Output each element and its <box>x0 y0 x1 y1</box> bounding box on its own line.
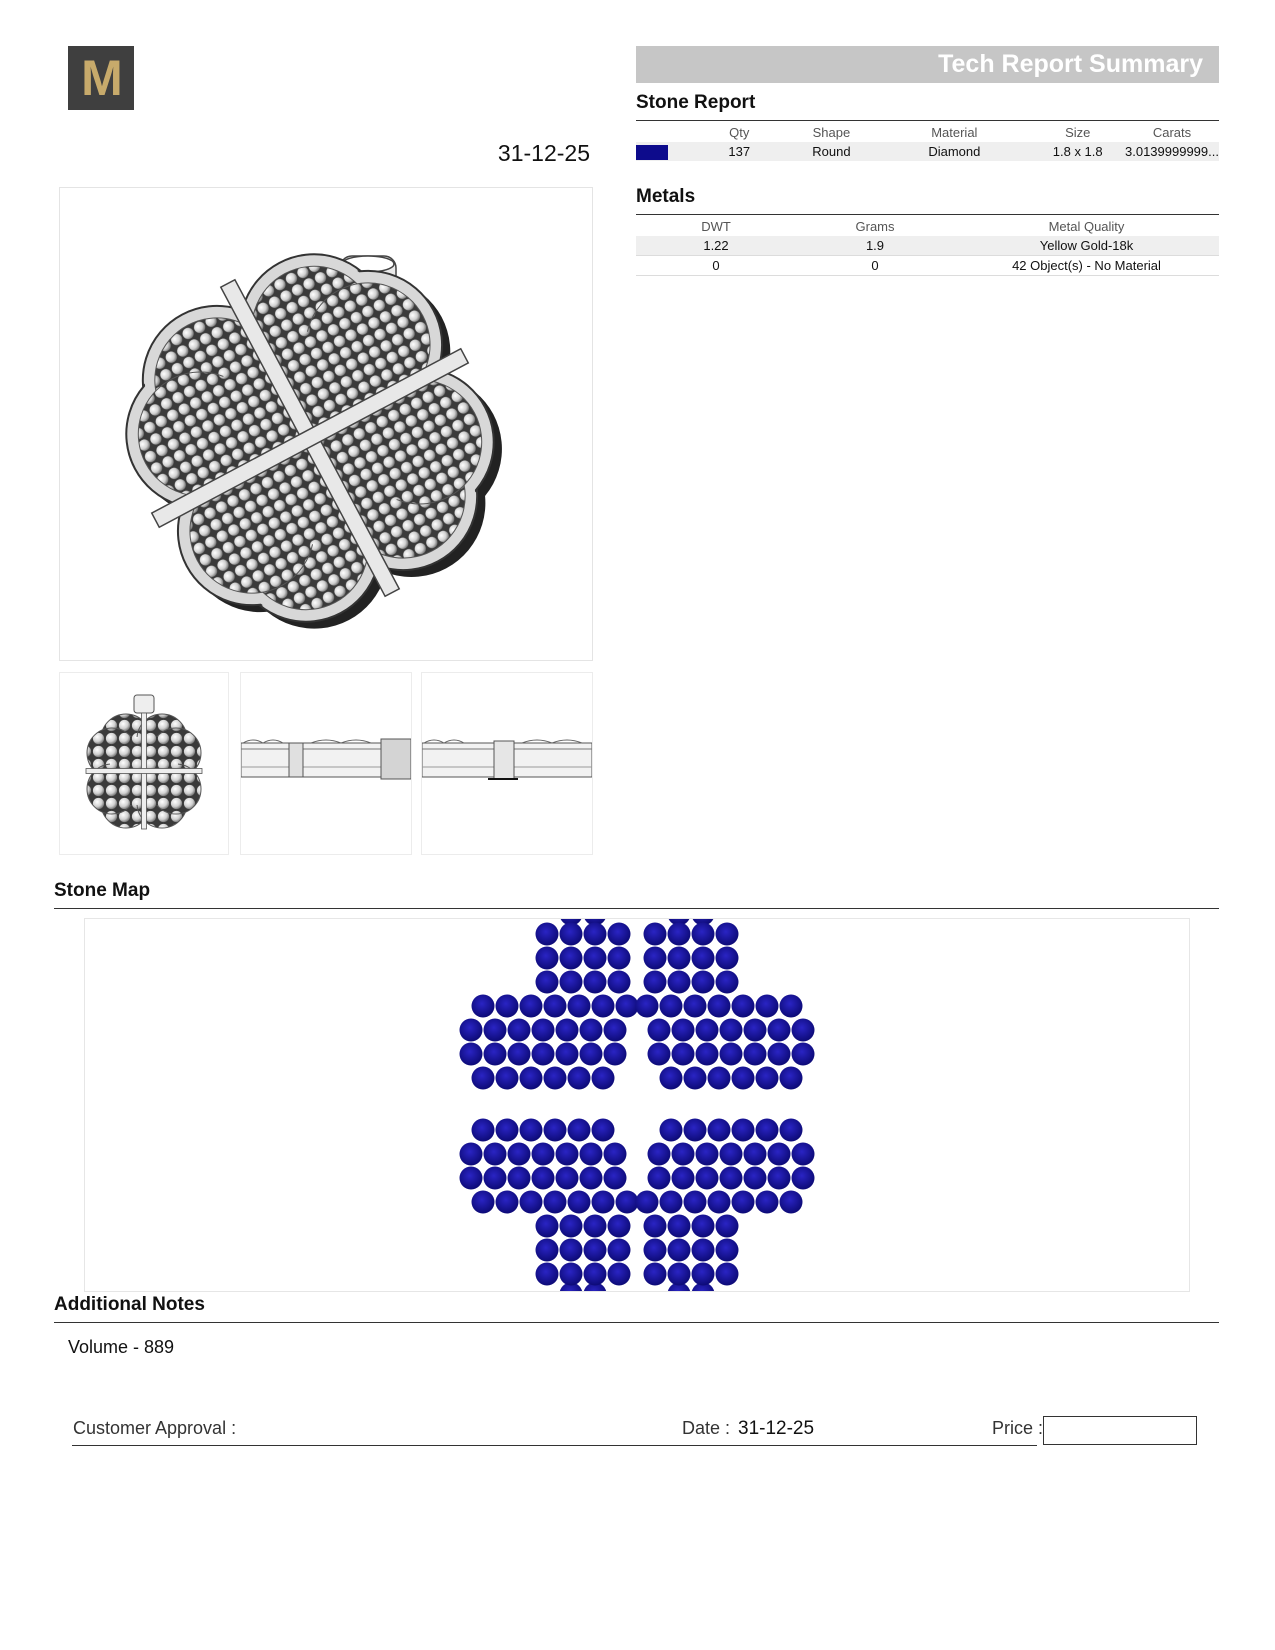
stone-marker <box>584 971 607 994</box>
stone-marker <box>608 1239 631 1262</box>
approval-date-value: 31-12-25 <box>738 1418 815 1439</box>
col-size: Size <box>1065 124 1091 140</box>
stone-marker <box>720 1043 743 1066</box>
stone-marker <box>460 1019 483 1042</box>
stone-material: Diamond <box>878 142 1030 161</box>
stone-marker <box>756 1119 779 1142</box>
table-row <box>636 142 1219 161</box>
stone-marker <box>644 923 667 946</box>
stone-marker <box>660 1067 683 1090</box>
stone-marker <box>720 1019 743 1042</box>
stone-marker <box>780 1191 803 1214</box>
stone-marker <box>592 995 615 1018</box>
metal-quality: 42 Object(s) - No Material <box>954 256 1219 276</box>
stone-marker <box>648 1167 671 1190</box>
col-carats: Carats <box>1152 124 1192 140</box>
stone-marker <box>780 1067 803 1090</box>
notes-rule <box>54 1322 1219 1323</box>
stone-marker <box>668 923 691 946</box>
stone-marker <box>536 1239 559 1262</box>
stone-marker <box>532 1019 555 1042</box>
stone-report-table <box>636 122 1219 161</box>
stone-carats: 3.0139999999... <box>1125 144 1219 159</box>
back-view-svg <box>422 673 592 854</box>
stone-report-rule <box>636 120 1219 121</box>
stone-marker <box>648 1019 671 1042</box>
stone-marker <box>660 1119 683 1142</box>
stone-marker <box>716 947 739 970</box>
stone-marker <box>472 1067 495 1090</box>
stone-qty: 137 <box>694 142 785 161</box>
stone-marker <box>732 1119 755 1142</box>
stone-marker <box>684 995 707 1018</box>
stone-marker <box>496 1067 519 1090</box>
stone-marker <box>708 1119 731 1142</box>
stone-marker <box>792 1019 815 1042</box>
col-metal-quality: Metal Quality <box>1048 218 1125 234</box>
stone-report-heading: Stone Report <box>636 92 756 113</box>
stone-marker <box>592 1119 615 1142</box>
stone-marker <box>744 1167 767 1190</box>
stone-marker <box>584 1263 607 1286</box>
front-view-svg <box>60 673 228 854</box>
stone-marker <box>732 1191 755 1214</box>
price-label: Price : <box>992 1418 1044 1438</box>
stone-marker <box>584 947 607 970</box>
approval-date-label: Date : <box>682 1418 731 1438</box>
stone-marker <box>584 923 607 946</box>
stone-marker <box>520 1067 543 1090</box>
stone-marker <box>768 1167 791 1190</box>
stone-marker <box>644 1215 667 1238</box>
stone-marker <box>604 1167 627 1190</box>
stone-marker <box>608 1263 631 1286</box>
stone-marker <box>672 1143 695 1166</box>
metals-header-row <box>636 216 1219 236</box>
stone-marker <box>696 1019 719 1042</box>
metals-heading: Metals <box>636 186 696 207</box>
stone-marker <box>660 995 683 1018</box>
stone-marker <box>716 1239 739 1262</box>
company-logo <box>68 46 134 110</box>
stone-marker <box>708 1067 731 1090</box>
stone-marker <box>604 1143 627 1166</box>
stone-marker <box>768 1143 791 1166</box>
stone-marker <box>460 1167 483 1190</box>
stone-marker <box>532 1043 555 1066</box>
stone-marker <box>672 1019 695 1042</box>
stone-marker <box>508 1043 531 1066</box>
table-row <box>636 256 1219 276</box>
stone-marker <box>556 1019 579 1042</box>
stone-marker <box>684 1067 707 1090</box>
metal-dwt: 0 <box>636 256 796 276</box>
stone-map-svg <box>85 919 1189 1291</box>
stone-marker <box>508 1019 531 1042</box>
stone-marker <box>668 1239 691 1262</box>
stone-marker <box>780 1119 803 1142</box>
stone-marker <box>556 1167 579 1190</box>
metal-grams: 0 <box>796 256 954 276</box>
col-qty: Qty <box>729 124 750 140</box>
stone-map-heading: Stone Map <box>54 880 151 901</box>
stone-marker <box>616 995 639 1018</box>
stone-marker <box>668 1263 691 1286</box>
stone-marker <box>484 1143 507 1166</box>
stone-marker <box>756 1067 779 1090</box>
stone-marker <box>568 1067 591 1090</box>
stone-marker <box>668 971 691 994</box>
stone-marker <box>644 1239 667 1262</box>
stone-marker <box>560 1263 583 1286</box>
stone-marker <box>472 1119 495 1142</box>
stone-size: 1.8 x 1.8 <box>1030 142 1125 161</box>
stone-marker <box>496 1191 519 1214</box>
stone-marker <box>720 1143 743 1166</box>
stone-marker <box>644 1263 667 1286</box>
price-input-box[interactable] <box>1043 1416 1197 1445</box>
stone-marker <box>580 1019 603 1042</box>
stone-marker <box>644 947 667 970</box>
stone-marker <box>696 1143 719 1166</box>
stone-marker <box>716 971 739 994</box>
stone-marker <box>792 1043 815 1066</box>
stone-marker <box>484 1167 507 1190</box>
metals-table <box>636 216 1219 276</box>
main-render-image <box>59 187 593 661</box>
pendant-body <box>73 201 548 660</box>
thumbnail-side-view <box>240 672 412 855</box>
stone-marker <box>536 1215 559 1238</box>
stone-marker <box>780 995 803 1018</box>
stone-marker <box>556 1043 579 1066</box>
stone-marker <box>460 1143 483 1166</box>
side-view-svg <box>241 673 411 854</box>
report-date: 31-12-25 <box>497 140 590 166</box>
stone-marker <box>580 1143 603 1166</box>
stone-marker <box>608 947 631 970</box>
stone-marker <box>520 1119 543 1142</box>
stone-marker <box>636 995 659 1018</box>
logo-letter: M <box>81 50 121 106</box>
stone-color-swatch <box>636 145 668 160</box>
stone-marker <box>692 1239 715 1262</box>
stone-marker <box>744 1043 767 1066</box>
stone-marker <box>768 1043 791 1066</box>
stone-marker <box>536 1263 559 1286</box>
stone-marker <box>792 1143 815 1166</box>
stone-marker <box>648 1143 671 1166</box>
stone-marker <box>460 1043 483 1066</box>
stone-marker <box>536 923 559 946</box>
stone-marker <box>568 1119 591 1142</box>
col-shape: Shape <box>812 124 851 140</box>
stone-marker <box>696 1167 719 1190</box>
stone-marker <box>560 947 583 970</box>
stone-marker <box>660 1191 683 1214</box>
stone-map-panel <box>84 918 1190 1292</box>
notes-heading: Additional Notes <box>54 1294 205 1315</box>
stone-marker <box>684 1191 707 1214</box>
report-title-bar <box>636 46 1219 83</box>
stone-marker <box>608 923 631 946</box>
stone-marker <box>692 923 715 946</box>
stone-marker <box>716 1263 739 1286</box>
stone-report-header-row <box>636 122 1219 142</box>
stone-marker <box>536 947 559 970</box>
stone-marker <box>584 1239 607 1262</box>
stone-marker <box>496 1119 519 1142</box>
stone-marker <box>472 995 495 1018</box>
table-row <box>636 236 1219 256</box>
stone-marker <box>544 1067 567 1090</box>
stone-marker <box>592 1191 615 1214</box>
stone-marker <box>560 1215 583 1238</box>
stone-marker <box>484 1019 507 1042</box>
stone-map-rule <box>54 908 1219 909</box>
stone-marker <box>608 971 631 994</box>
thumbnail-back-view <box>421 672 593 855</box>
stone-marker <box>768 1019 791 1042</box>
stone-marker <box>716 1215 739 1238</box>
stone-marker <box>568 1191 591 1214</box>
stone-marker <box>744 1143 767 1166</box>
pendant-render-svg <box>60 188 592 660</box>
stone-marker <box>668 1215 691 1238</box>
stone-marker <box>496 995 519 1018</box>
metals-rule <box>636 214 1219 215</box>
metal-grams: 1.9 <box>796 236 954 256</box>
stone-marker <box>484 1043 507 1066</box>
stone-marker <box>756 1191 779 1214</box>
stone-marker <box>668 947 691 970</box>
stone-marker <box>520 1191 543 1214</box>
stone-marker <box>560 1239 583 1262</box>
stone-marker <box>692 1263 715 1286</box>
stone-marker <box>692 1215 715 1238</box>
col-material: Material <box>931 124 978 140</box>
stone-marker <box>532 1143 555 1166</box>
stone-marker <box>792 1167 815 1190</box>
stone-marker <box>732 1067 755 1090</box>
stone-marker <box>720 1167 743 1190</box>
stone-marker <box>692 971 715 994</box>
stone-marker <box>568 995 591 1018</box>
customer-approval-label: Customer Approval : <box>73 1418 237 1438</box>
stone-marker <box>536 971 559 994</box>
report-title: Tech Report Summary <box>938 50 1203 78</box>
stone-marker <box>580 1167 603 1190</box>
approval-signature-line[interactable] <box>72 1445 1037 1446</box>
metal-quality: Yellow Gold-18k <box>954 236 1219 256</box>
stone-marker <box>644 971 667 994</box>
stone-shape: Round <box>785 142 879 161</box>
stone-marker <box>648 1043 671 1066</box>
stone-marker <box>756 995 779 1018</box>
stone-marker <box>580 1043 603 1066</box>
stone-marker <box>716 923 739 946</box>
stone-marker <box>592 1067 615 1090</box>
stone-marker <box>608 1215 631 1238</box>
thumbnail-front-view <box>59 672 229 855</box>
stone-marker <box>708 1191 731 1214</box>
metal-dwt: 1.22 <box>636 236 796 256</box>
stone-marker <box>692 947 715 970</box>
stone-marker <box>616 1191 639 1214</box>
stone-marker <box>744 1019 767 1042</box>
stone-marker <box>544 1191 567 1214</box>
stone-marker <box>672 1043 695 1066</box>
stone-marker <box>532 1167 555 1190</box>
stone-marker <box>560 971 583 994</box>
col-dwt: DWT <box>701 218 731 234</box>
stone-marker <box>560 923 583 946</box>
stone-marker <box>604 1019 627 1042</box>
stone-marker <box>684 1119 707 1142</box>
stone-marker <box>556 1143 579 1166</box>
stone-marker <box>732 995 755 1018</box>
stone-marker <box>636 1191 659 1214</box>
stone-marker <box>584 1215 607 1238</box>
stone-marker <box>544 995 567 1018</box>
stone-marker <box>544 1119 567 1142</box>
col-grams: Grams <box>855 218 895 234</box>
stone-marker <box>520 995 543 1018</box>
stone-marker <box>508 1143 531 1166</box>
stone-marker <box>472 1191 495 1214</box>
stone-marker <box>672 1167 695 1190</box>
notes-text: Volume - 889 <box>68 1337 175 1357</box>
stone-marker <box>508 1167 531 1190</box>
stone-marker <box>708 995 731 1018</box>
stone-marker <box>696 1043 719 1066</box>
stone-marker <box>604 1043 627 1066</box>
